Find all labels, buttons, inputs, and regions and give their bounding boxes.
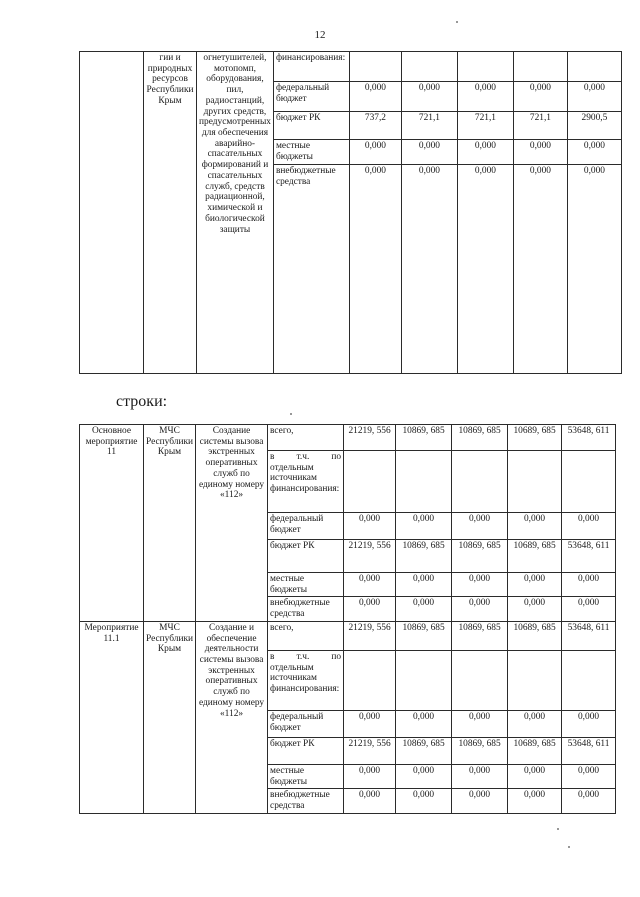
value-cell: 0,000 (562, 764, 616, 788)
value-cell: 10869, 685 (396, 737, 452, 764)
funding-source-cell: финансирования: (273, 52, 349, 82)
value-cell: 721,1 (401, 112, 457, 140)
value-cell: 0,000 (508, 764, 562, 788)
executor-cell: МЧС Республики Крым (144, 425, 196, 622)
value-cell: 0,000 (508, 573, 562, 597)
value-cell: 0,000 (344, 764, 396, 788)
funding-source-cell: всего, (268, 425, 344, 451)
value-cell: 10869, 685 (396, 425, 452, 451)
value-cell: 53648, 611 (562, 737, 616, 764)
funding-source-cell: всего, (268, 621, 344, 650)
value-cell: 0,000 (513, 165, 567, 374)
value-cell (344, 650, 396, 710)
value-cell: 0,000 (457, 165, 513, 374)
value-cell: 721,1 (513, 112, 567, 140)
funding-source-cell: местные бюджеты (268, 573, 344, 597)
value-cell: 737,2 (349, 112, 401, 140)
value-cell: 0,000 (396, 573, 452, 597)
value-cell: 0,000 (508, 710, 562, 737)
value-cell: 0,000 (567, 165, 621, 374)
value-cell: 0,000 (401, 165, 457, 374)
value-cell (508, 451, 562, 513)
value-cell: 0,000 (508, 789, 562, 814)
value-cell: 0,000 (344, 597, 396, 621)
value-cell: 0,000 (567, 82, 621, 112)
scan-speck (290, 413, 292, 415)
value-cell (562, 650, 616, 710)
value-cell: 10869, 685 (396, 540, 452, 573)
value-cell: 0,000 (562, 710, 616, 737)
value-cell: 10869, 685 (452, 540, 508, 573)
funding-source-cell: в т.ч. по отдельным источникам финансирования: (268, 451, 344, 513)
value-cell (562, 451, 616, 513)
value-cell: 0,000 (349, 140, 401, 165)
funding-source-cell: внебюджетные средства (268, 789, 344, 814)
value-cell (401, 52, 457, 82)
value-cell: 0,000 (349, 82, 401, 112)
value-cell: 21219, 556 (344, 737, 396, 764)
section-label: строки: (116, 393, 168, 410)
scan-speck (456, 21, 458, 23)
funding-source-cell: внебюджетные средства (273, 165, 349, 374)
value-cell: 0,000 (457, 82, 513, 112)
value-cell: 0,000 (567, 140, 621, 165)
funding-source-cell: федеральный бюджет (268, 513, 344, 540)
value-cell: 0,000 (452, 573, 508, 597)
value-cell: 0,000 (452, 513, 508, 540)
value-cell (396, 451, 452, 513)
value-cell: 0,000 (396, 710, 452, 737)
value-cell: 10689, 685 (508, 737, 562, 764)
budget-table-new-rows (79, 424, 616, 814)
value-cell (344, 451, 396, 513)
funding-source-cell: местные бюджеты (268, 764, 344, 788)
value-cell: 0,000 (452, 789, 508, 814)
value-cell: 0,000 (344, 513, 396, 540)
description-cell: Создание системы вызова экстренных оперативных служб по единому номеру «112» (196, 425, 268, 622)
measure-name-cell: Мероприятие 11.1 (80, 621, 144, 813)
funding-source-cell: федеральный бюджет (273, 82, 349, 112)
funding-source-cell: бюджет РК (268, 737, 344, 764)
value-cell: 53648, 611 (562, 425, 616, 451)
description-cell: огнетушителей, мотопомп, оборудования, пил, радиостанций, других средств, предусмотренных для обеспечения аварийно-спасательных формирований и спасательных служб, средств радиационной, химической и биологической защиты (197, 52, 274, 374)
value-cell: 10869, 685 (452, 425, 508, 451)
funding-source-cell: внебюджетные средства (268, 597, 344, 621)
table-row (80, 621, 616, 650)
description-cell: Создание и обеспечение деятельности системы вызова экстренных оперативных служб по единому номеру «112» (196, 621, 268, 813)
value-cell: 0,000 (396, 789, 452, 814)
budget-table-continued (79, 51, 622, 374)
funding-source-cell: в т.ч. по отдельным источникам финансирования: (268, 650, 344, 710)
value-cell: 0,000 (452, 764, 508, 788)
value-cell: 10869, 685 (452, 737, 508, 764)
value-cell: 0,000 (562, 573, 616, 597)
table-row (80, 52, 622, 82)
value-cell (396, 650, 452, 710)
value-cell: 0,000 (344, 573, 396, 597)
value-cell: 2900,5 (567, 112, 621, 140)
funding-source-cell: местные бюджеты (273, 140, 349, 165)
value-cell: 10689, 685 (508, 425, 562, 451)
value-cell: 0,000 (562, 597, 616, 621)
value-cell: 0,000 (452, 597, 508, 621)
scan-speck (568, 846, 570, 848)
value-cell: 21219, 556 (344, 425, 396, 451)
scan-speck (557, 828, 559, 830)
value-cell: 0,000 (508, 513, 562, 540)
value-cell: 0,000 (562, 789, 616, 814)
value-cell: 10869, 685 (452, 621, 508, 650)
value-cell: 0,000 (401, 82, 457, 112)
value-cell: 0,000 (513, 82, 567, 112)
value-cell (508, 650, 562, 710)
value-cell: 0,000 (508, 597, 562, 621)
funding-source-cell: бюджет РК (273, 112, 349, 140)
value-cell: 10689, 685 (508, 540, 562, 573)
value-cell: 0,000 (452, 710, 508, 737)
value-cell: 0,000 (513, 140, 567, 165)
value-cell (513, 52, 567, 82)
value-cell: 0,000 (396, 764, 452, 788)
value-cell: 0,000 (344, 710, 396, 737)
value-cell: 53648, 611 (562, 540, 616, 573)
value-cell: 10869, 685 (396, 621, 452, 650)
page-number: 12 (314, 29, 326, 41)
value-cell: 0,000 (396, 597, 452, 621)
funding-source-cell: бюджет РК (268, 540, 344, 573)
value-cell: 21219, 556 (344, 540, 396, 573)
value-cell (452, 650, 508, 710)
value-cell: 0,000 (401, 140, 457, 165)
value-cell: 53648, 611 (562, 621, 616, 650)
value-cell (452, 451, 508, 513)
measure-name-cell: Основное мероприятие 11 (80, 425, 144, 622)
measure-name-cell (80, 52, 144, 374)
value-cell: 10689, 685 (508, 621, 562, 650)
value-cell: 0,000 (457, 140, 513, 165)
value-cell: 0,000 (349, 165, 401, 374)
funding-source-cell: федеральный бюджет (268, 710, 344, 737)
value-cell: 21219, 556 (344, 621, 396, 650)
value-cell: 0,000 (396, 513, 452, 540)
executor-cell: гии и природных ресурсов Республики Крым (144, 52, 197, 374)
value-cell (567, 52, 621, 82)
executor-cell: МЧС Республики Крым (144, 621, 196, 813)
table-row (80, 425, 616, 451)
value-cell (349, 52, 401, 82)
value-cell (457, 52, 513, 82)
value-cell: 721,1 (457, 112, 513, 140)
value-cell: 0,000 (562, 513, 616, 540)
value-cell: 0,000 (344, 789, 396, 814)
